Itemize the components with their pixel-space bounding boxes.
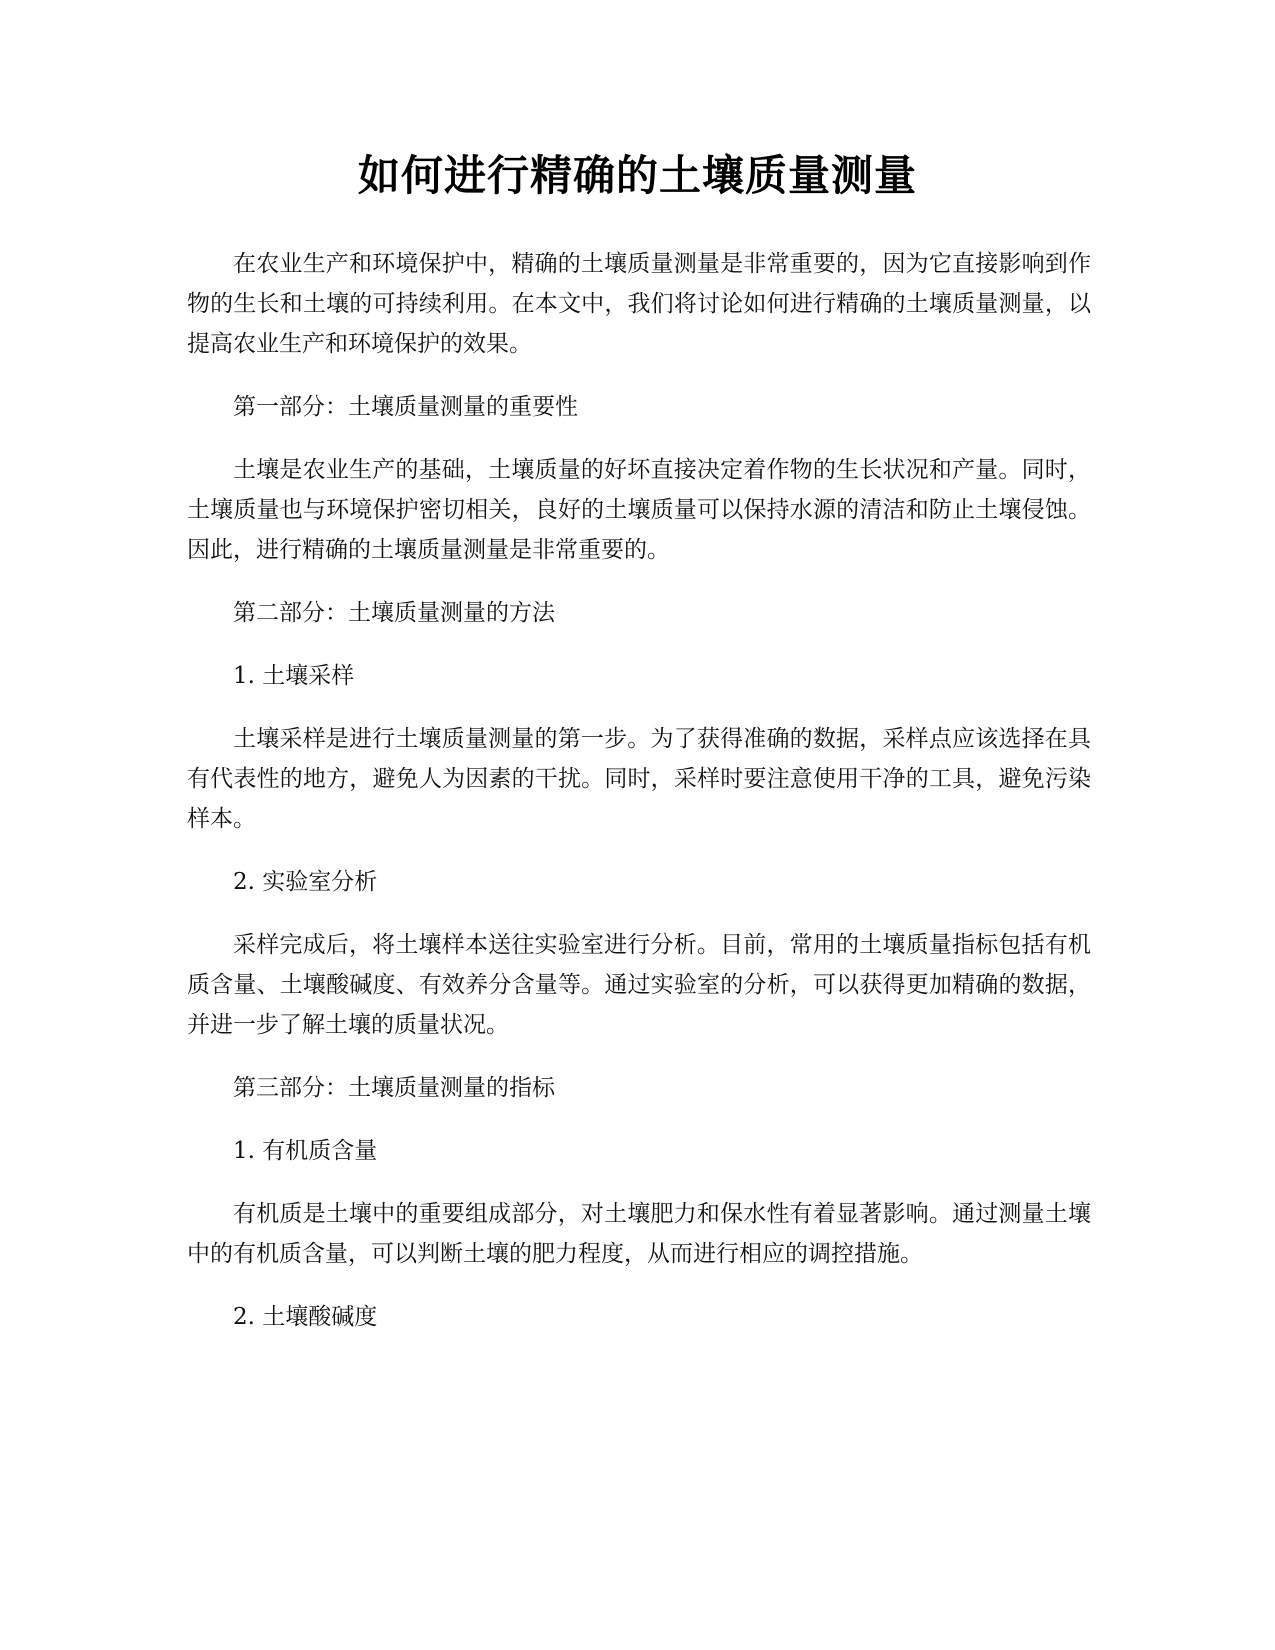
subheading-lab-analysis: 2. 实验室分析 <box>233 869 378 895</box>
soil-sampling-paragraph: 土壤采样是进行土壤质量测量的第一步。为了获得准确的数据，采样点应该选择在具有代表性的地方，避免人为因素的干扰。同时，采样时要注意使用干净的工具，避免污染样本。 <box>187 726 1091 832</box>
section-1-paragraph: 土壤是农业生产的基础，土壤质量的好坏直接决定着作物的生长状况和产量。同时，土壤质量也与环境保护密切相关，良好的土壤质量可以保持水源的清洁和防止土壤侵蚀。因此，进行精确的土壤质量测量是非常重要的。 <box>187 457 1091 563</box>
section-3-heading: 第三部分：土壤质量测量的指标 <box>233 1075 555 1101</box>
document-title: 如何进行精确的土壤质量测量 <box>357 151 917 200</box>
subheading-soil-sampling: 1. 土壤采样 <box>233 663 355 689</box>
lab-analysis-paragraph: 采样完成后，将土壤样本送往实验室进行分析。目前，常用的土壤质量指标包括有机质含量、土壤酸碱度、有效养分含量等。通过实验室的分析，可以获得更加精确的数据，并进一步了解土壤的质量状况。 <box>187 932 1091 1038</box>
subheading-organic-matter: 1. 有机质含量 <box>233 1138 378 1164</box>
section-1-heading: 第一部分：土壤质量测量的重要性 <box>233 394 578 420</box>
organic-matter-paragraph: 有机质是土壤中的重要组成部分，对土壤肥力和保水性有着显著影响。通过测量土壤中的有机质含量，可以判断土壤的肥力程度，从而进行相应的调控措施。 <box>187 1201 1091 1267</box>
document-body <box>187 244 1091 1360</box>
section-2-heading: 第二部分：土壤质量测量的方法 <box>233 600 555 626</box>
intro-paragraph: 在农业生产和环境保护中，精确的土壤质量测量是非常重要的，因为它直接影响到作物的生长和土壤的可持续利用。在本文中，我们将讨论如何进行精确的土壤质量测量，以提高农业生产和环境保护的效果。 <box>187 251 1091 357</box>
subheading-soil-ph: 2. 土壤酸碱度 <box>233 1304 378 1330</box>
